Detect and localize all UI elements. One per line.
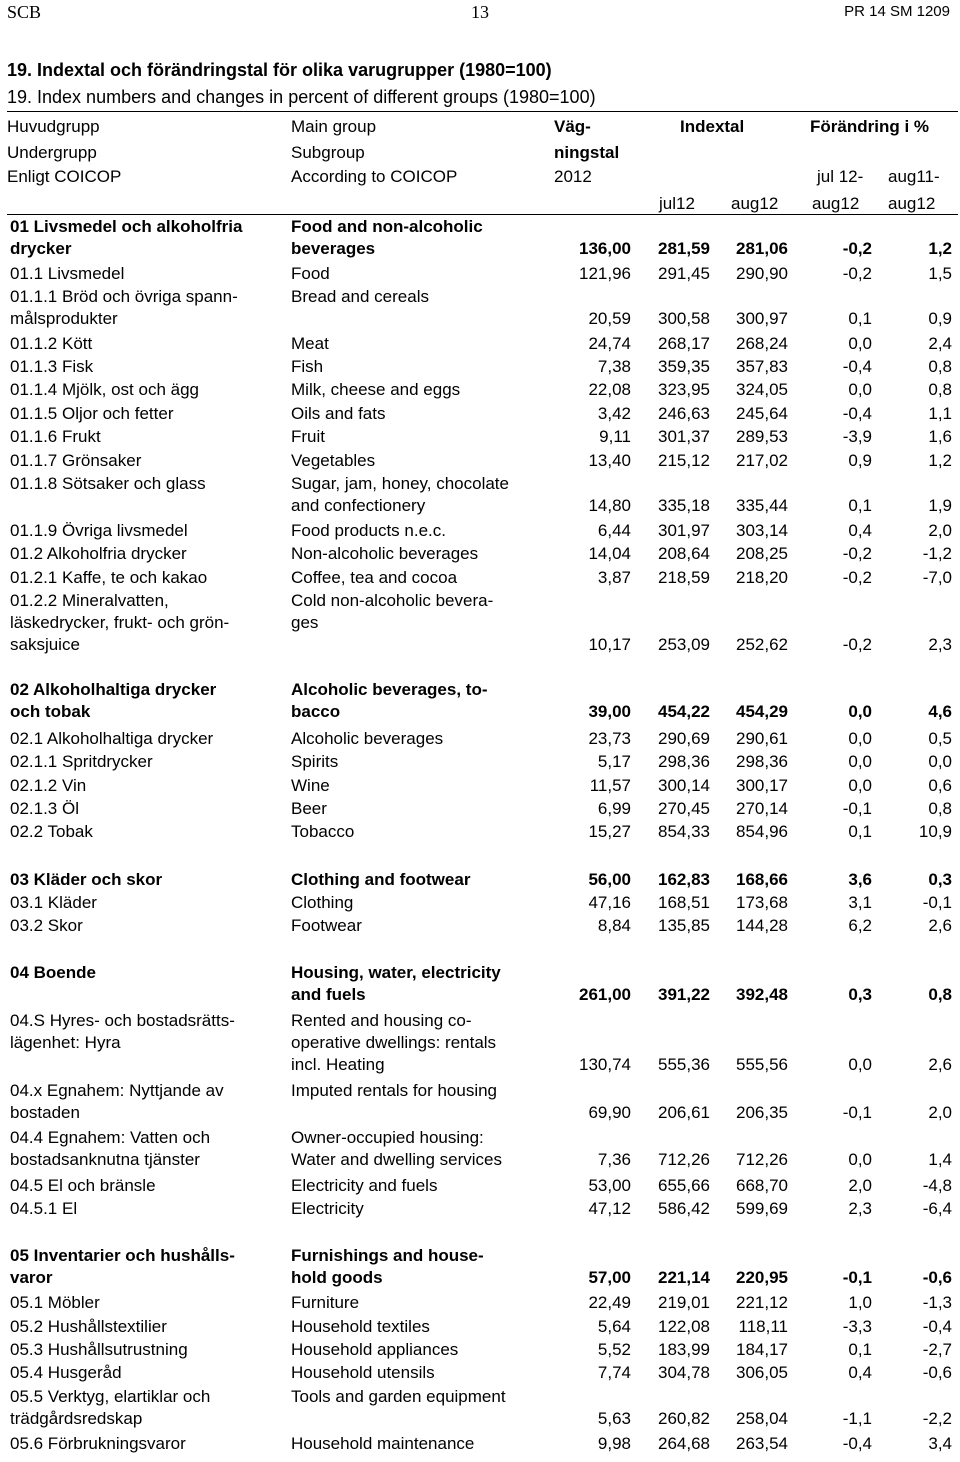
english-label: Spirits (291, 752, 339, 771)
change-yoy-value: 1,9 (928, 496, 952, 515)
change-jul-aug-value: -0,4 (842, 1434, 872, 1453)
english-label: Imputed rentals for housing (291, 1081, 498, 1100)
change-jul-aug-value: -0,2 (842, 635, 872, 654)
change-yoy-value: 2,0 (928, 521, 952, 540)
change-jul-aug-value: 0,0 (848, 334, 872, 353)
english-label: beverages (291, 239, 376, 258)
weight-value: 3,87 (597, 568, 631, 587)
index-jul12-value: 253,09 (658, 635, 710, 654)
index-aug12-value: 245,64 (736, 404, 788, 423)
index-jul12-value: 454,22 (658, 702, 710, 721)
change-jul-aug-value: 0,1 (848, 309, 872, 328)
swedish-label: 02.2 Tobak (10, 822, 93, 841)
table-title-swedish: 19. Indextal och förändringstal för olika varugrupper (1980=100) (7, 60, 552, 80)
english-label: Footwear (291, 916, 362, 935)
index-aug12-value: 268,24 (736, 334, 788, 353)
english-label: Household utensils (291, 1363, 435, 1382)
change-yoy-value: 2,3 (928, 635, 952, 654)
change-yoy-value: 1,2 (928, 451, 952, 470)
english-label: hold goods (291, 1268, 383, 1287)
col-header-ningstal: ningstal (554, 143, 620, 162)
weight-value: 22,49 (588, 1293, 631, 1312)
swedish-label: 01.1.2 Kött (10, 334, 93, 353)
index-jul12-value: 219,01 (658, 1293, 710, 1312)
swedish-label: 05.6 Förbrukningsvaror (10, 1434, 186, 1453)
weight-value: 121,96 (579, 264, 631, 283)
change-yoy-value: 4,6 (928, 702, 952, 721)
swedish-label: 01.1.3 Fisk (10, 357, 94, 376)
col-header-main-group: Main group (291, 117, 377, 136)
index-jul12-value: 215,12 (658, 451, 710, 470)
change-yoy-value: -2,7 (922, 1340, 952, 1359)
index-jul12-value: 260,82 (658, 1409, 710, 1428)
index-jul12-value: 555,36 (658, 1055, 710, 1074)
change-jul-aug-value: -0,2 (842, 264, 872, 283)
change-jul-aug-value: 0,4 (848, 521, 872, 540)
english-label: Non-alcoholic beverages (291, 544, 479, 563)
change-jul-aug-value: 0,0 (848, 1150, 872, 1169)
index-aug12-value: 357,83 (736, 357, 788, 376)
index-aug12-value: 300,17 (736, 776, 788, 795)
index-jul12-value: 301,97 (658, 521, 710, 540)
change-jul-aug-value: 3,1 (848, 893, 872, 912)
weight-value: 7,74 (597, 1363, 631, 1382)
index-jul12-value: 304,78 (658, 1363, 710, 1382)
swedish-label: lägenhet: Hyra (10, 1033, 121, 1052)
change-jul-aug-value: 0,0 (848, 380, 872, 399)
change-yoy-value: 1,1 (928, 404, 952, 423)
index-aug12-value: 454,29 (736, 702, 788, 721)
swedish-label: 05 Inventarier och hushålls- (10, 1246, 235, 1265)
english-label: Clothing and footwear (291, 870, 471, 889)
english-label: Meat (291, 334, 329, 353)
index-jul12-value: 270,45 (658, 799, 710, 818)
col-header-jul12-aug12-bottom: aug12 (812, 194, 860, 213)
index-jul12-value: 264,68 (658, 1434, 710, 1453)
swedish-label: 02.1.2 Vin (10, 776, 87, 795)
index-aug12-value: 263,54 (736, 1434, 788, 1453)
weight-value: 136,00 (579, 239, 631, 258)
swedish-label: 01.1.6 Frukt (10, 427, 101, 446)
swedish-label: bostaden (10, 1103, 80, 1122)
change-yoy-value: -0,1 (922, 893, 952, 912)
weight-value: 56,00 (588, 870, 631, 889)
english-label: Housing, water, electricity (291, 963, 501, 982)
english-label: Household textiles (291, 1317, 430, 1336)
index-aug12-value: 300,97 (736, 309, 788, 328)
english-label: Oils and fats (291, 404, 386, 423)
change-yoy-value: 0,8 (928, 799, 952, 818)
change-jul-aug-value: 0,1 (848, 496, 872, 515)
index-jul12-value: 135,85 (658, 916, 710, 935)
index-aug12-value: 599,69 (736, 1199, 788, 1218)
index-jul12-value: 655,66 (658, 1176, 710, 1195)
english-label: Household appliances (291, 1340, 459, 1359)
change-jul-aug-value: -0,2 (842, 568, 872, 587)
change-yoy-value: -4,8 (922, 1176, 952, 1195)
english-label: Bread and cereals (291, 287, 429, 306)
index-aug12-value: 221,12 (736, 1293, 788, 1312)
english-label: Cold non-alcoholic bevera- (291, 591, 494, 610)
weight-value: 5,52 (597, 1340, 631, 1359)
index-jul12-value: 206,61 (658, 1103, 710, 1122)
index-jul12-value: 300,58 (658, 309, 710, 328)
english-label: Fish (291, 357, 324, 376)
swedish-label: 01.1.8 Sötsaker och glass (10, 474, 206, 493)
weight-value: 11,57 (589, 776, 631, 795)
weight-value: 8,84 (597, 916, 631, 935)
weight-value: 20,59 (588, 309, 631, 328)
change-jul-aug-value: -0,4 (842, 357, 872, 376)
swedish-label: 02 Alkoholhaltiga drycker (10, 680, 217, 699)
swedish-label: 05.1 Möbler (10, 1293, 100, 1312)
page-header-left: SCB (7, 2, 42, 22)
change-jul-aug-value: 0,3 (848, 985, 872, 1004)
weight-value: 7,36 (597, 1150, 631, 1169)
weight-value: 39,00 (588, 702, 631, 721)
index-aug12-value: 252,62 (736, 635, 788, 654)
change-yoy-value: -6,4 (922, 1199, 952, 1218)
index-aug12-value: 281,06 (736, 239, 788, 258)
change-yoy-value: 0,6 (928, 776, 952, 795)
index-jul12-value: 221,14 (658, 1268, 710, 1287)
index-jul12-value: 359,35 (658, 357, 710, 376)
english-label: Beer (291, 799, 327, 818)
english-label: operative dwellings: rentals (291, 1033, 497, 1052)
swedish-label: saksjuice (10, 635, 80, 654)
english-label: Milk, cheese and eggs (291, 380, 461, 399)
index-aug12-value: 258,04 (736, 1409, 788, 1428)
swedish-label: varor (10, 1268, 53, 1287)
weight-value: 5,63 (597, 1409, 631, 1428)
index-aug12-value: 303,14 (736, 521, 788, 540)
change-jul-aug-value: 0,0 (848, 1055, 872, 1074)
index-aug12-value: 298,36 (736, 752, 788, 771)
col-header-vag: Väg- (554, 117, 591, 136)
index-aug12-value: 392,48 (736, 985, 788, 1004)
weight-value: 6,44 (597, 521, 631, 540)
change-yoy-value: 0,8 (928, 985, 952, 1004)
col-header-year: 2012 (554, 167, 592, 186)
english-label: Furniture (291, 1293, 360, 1312)
change-jul-aug-value: -0,1 (842, 1268, 872, 1287)
weight-value: 9,98 (597, 1434, 631, 1453)
col-header-subgroup: Subgroup (291, 143, 365, 162)
change-jul-aug-value: -0,4 (842, 404, 872, 423)
index-aug12-value: 144,28 (736, 916, 788, 935)
swedish-label: bostadsanknutna tjänster (10, 1150, 200, 1169)
weight-value: 6,99 (597, 799, 631, 818)
change-yoy-value: 2,6 (928, 916, 952, 935)
change-jul-aug-value: 0,4 (848, 1363, 872, 1382)
weight-value: 47,12 (588, 1199, 631, 1218)
col-header-undergrupp: Undergrupp (7, 143, 97, 162)
english-label: Sugar, jam, honey, chocolate (291, 474, 509, 493)
swedish-label: 01.1.7 Grönsaker (10, 451, 142, 470)
weight-value: 57,00 (588, 1268, 631, 1287)
change-yoy-value: 3,4 (928, 1434, 952, 1453)
english-label: Owner-occupied housing: (291, 1128, 484, 1147)
english-label: Rented and housing co- (291, 1011, 472, 1030)
change-jul-aug-value: -0,2 (842, 239, 872, 258)
index-aug12-value: 290,90 (736, 264, 788, 283)
col-header-enligt-coicop: Enligt COICOP (7, 167, 122, 186)
index-jul12-value: 391,22 (658, 985, 710, 1004)
table-title-english: 19. Index numbers and changes in percent of different groups (1980=100) (7, 87, 596, 107)
weight-value: 23,73 (588, 729, 631, 748)
english-label: Vegetables (291, 451, 376, 470)
index-jul12-value: 712,26 (658, 1150, 710, 1169)
change-yoy-value: -0,6 (922, 1363, 952, 1382)
index-jul12-value: 122,08 (658, 1317, 710, 1336)
index-aug12-value: 335,44 (736, 496, 788, 515)
index-jul12-value: 298,36 (658, 752, 710, 771)
index-jul12-value: 300,14 (658, 776, 710, 795)
english-label: Tools and garden equipment (291, 1387, 506, 1406)
swedish-label: 01.1.1 Bröd och övriga spann- (10, 287, 238, 306)
index-jul12-value: 301,37 (658, 427, 710, 446)
swedish-label: 02.1.3 Öl (10, 799, 79, 818)
col-header-jul12-aug12-top: jul 12- (817, 167, 864, 186)
english-label: Electricity and fuels (291, 1176, 438, 1195)
change-jul-aug-value: -0,2 (842, 544, 872, 563)
weight-value: 9,11 (599, 427, 631, 446)
col-header-aug12: aug12 (731, 194, 779, 213)
col-header-indextal: Indextal (680, 117, 745, 136)
swedish-label: 03 Kläder och skor (10, 870, 163, 889)
change-jul-aug-value: 0,0 (848, 776, 872, 795)
index-aug12-value: 173,68 (736, 893, 788, 912)
change-yoy-value: 0,5 (928, 729, 952, 748)
weight-value: 3,42 (597, 404, 631, 423)
index-jul12-value: 162,83 (658, 870, 710, 889)
index-aug12-value: 712,26 (736, 1150, 788, 1169)
weight-value: 15,27 (588, 822, 631, 841)
index-jul12-value: 291,45 (658, 264, 710, 283)
swedish-label: 01.1.9 Övriga livsmedel (10, 521, 188, 540)
english-label: Coffee, tea and cocoa (291, 568, 458, 587)
english-label: Wine (291, 776, 330, 795)
change-jul-aug-value: 0,1 (848, 822, 872, 841)
english-label: and fuels (291, 985, 366, 1004)
english-label: bacco (291, 702, 341, 721)
index-jul12-value: 208,64 (658, 544, 710, 563)
change-yoy-value: 0,3 (928, 870, 952, 889)
index-aug12-value: 555,56 (736, 1055, 788, 1074)
index-jul12-value: 854,33 (658, 822, 710, 841)
index-aug12-value: 668,70 (736, 1176, 788, 1195)
index-jul12-value: 268,17 (658, 334, 710, 353)
change-yoy-value: -7,0 (922, 568, 952, 587)
index-aug12-value: 184,17 (736, 1340, 788, 1359)
index-aug12-value: 218,20 (736, 568, 788, 587)
english-label: Fruit (291, 427, 325, 446)
change-yoy-value: 1,4 (928, 1150, 952, 1169)
index-aug12-value: 289,53 (736, 427, 788, 446)
index-aug12-value: 854,96 (736, 822, 788, 841)
swedish-label: 01 Livsmedel och alkoholfria (10, 217, 243, 236)
english-label: Clothing (291, 893, 354, 912)
change-yoy-value: -1,2 (922, 544, 952, 563)
change-jul-aug-value: 6,2 (848, 916, 872, 935)
page-header-right: PR 14 SM 1209 (844, 3, 950, 20)
change-jul-aug-value: 0,0 (848, 702, 872, 721)
page-number: 13 (471, 2, 489, 22)
change-yoy-value: 10,9 (918, 822, 952, 841)
english-label: Furnishings and house- (291, 1246, 484, 1265)
english-label: Household maintenance (291, 1434, 475, 1453)
swedish-label: läskedrycker, frukt- och grön- (10, 613, 230, 632)
index-aug12-value: 206,35 (736, 1103, 788, 1122)
index-jul12-value: 246,63 (658, 404, 710, 423)
swedish-label: 01.1 Livsmedel (10, 264, 125, 283)
index-jul12-value: 183,99 (658, 1340, 710, 1359)
swedish-label: 01.2 Alkoholfria drycker (10, 544, 187, 563)
weight-value: 10,17 (588, 635, 631, 654)
table-header-rule (7, 214, 958, 215)
index-jul12-value: 586,42 (658, 1199, 710, 1218)
swedish-label: 05.4 Husgeråd (10, 1363, 122, 1382)
weight-value: 24,74 (588, 334, 631, 353)
english-label: incl. Heating (291, 1055, 385, 1074)
swedish-label: 04.x Egnahem: Nyttjande av (10, 1081, 224, 1100)
index-jul12-value: 218,59 (658, 568, 710, 587)
index-aug12-value: 208,25 (736, 544, 788, 563)
col-header-according-to-coicop: According to COICOP (291, 167, 458, 186)
change-yoy-value: 0,0 (928, 752, 952, 771)
change-jul-aug-value: 2,3 (848, 1199, 872, 1218)
change-yoy-value: 2,0 (928, 1103, 952, 1122)
change-yoy-value: -2,2 (922, 1409, 952, 1428)
change-jul-aug-value: -0,1 (842, 799, 872, 818)
change-jul-aug-value: 2,0 (848, 1176, 872, 1195)
swedish-label: 01.2.2 Mineralvatten, (10, 591, 169, 610)
swedish-label: 05.2 Hushållstextilier (10, 1317, 167, 1336)
change-yoy-value: -0,6 (922, 1268, 952, 1287)
swedish-label: 04.5.1 El (10, 1199, 78, 1218)
english-label: Food and non-alcoholic (291, 217, 483, 236)
change-yoy-value: 2,4 (928, 334, 952, 353)
english-label: Water and dwelling services (291, 1150, 503, 1169)
col-header-forandring: Förändring i % (810, 117, 929, 136)
english-label: Alcoholic beverages (291, 729, 444, 748)
weight-value: 5,17 (597, 752, 631, 771)
swedish-label: trädgårdsredskap (10, 1409, 143, 1428)
index-jul12-value: 168,51 (658, 893, 710, 912)
english-label: Tobacco (291, 822, 355, 841)
swedish-label: målsprodukter (10, 309, 118, 328)
weight-value: 69,90 (588, 1103, 631, 1122)
index-jul12-value: 323,95 (658, 380, 710, 399)
english-label: and confectionery (291, 496, 426, 515)
english-label: Alcoholic beverages, to- (291, 680, 488, 699)
col-header-aug11-aug12-top: aug11- (888, 167, 940, 186)
index-aug12-value: 168,66 (736, 870, 788, 889)
index-aug12-value: 306,05 (736, 1363, 788, 1382)
weight-value: 14,80 (588, 496, 631, 515)
change-jul-aug-value: -3,3 (842, 1317, 872, 1336)
weight-value: 14,04 (588, 544, 631, 563)
swedish-label: 04.S Hyres- och bostadsrätts- (10, 1011, 235, 1030)
index-aug12-value: 290,61 (736, 729, 788, 748)
change-jul-aug-value: -3,9 (842, 427, 872, 446)
change-jul-aug-value: 3,6 (848, 870, 872, 889)
english-label: Electricity (291, 1199, 364, 1218)
swedish-label: 05.3 Hushållsutrustning (10, 1340, 188, 1359)
change-yoy-value: -1,3 (922, 1293, 952, 1312)
english-label: Food (291, 264, 330, 283)
swedish-label: 01.2.1 Kaffe, te och kakao (10, 568, 208, 587)
change-jul-aug-value: 0,0 (848, 729, 872, 748)
change-jul-aug-value: -1,1 (842, 1409, 872, 1428)
swedish-label: 05.5 Verktyg, elartiklar och (10, 1387, 211, 1406)
change-yoy-value: -0,4 (922, 1317, 952, 1336)
swedish-label: 04.4 Egnahem: Vatten och (10, 1128, 211, 1147)
table-top-rule (7, 111, 958, 112)
change-jul-aug-value: 0,1 (848, 1340, 872, 1359)
weight-value: 22,08 (588, 380, 631, 399)
english-label: ges (291, 613, 319, 632)
swedish-label: 02.1.1 Spritdrycker (10, 752, 153, 771)
change-jul-aug-value: 1,0 (848, 1293, 872, 1312)
weight-value: 47,16 (588, 893, 631, 912)
index-aug12-value: 270,14 (736, 799, 788, 818)
swedish-label: 01.1.5 Oljor och fetter (10, 404, 174, 423)
index-aug12-value: 324,05 (736, 380, 788, 399)
index-jul12-value: 335,18 (658, 496, 710, 515)
swedish-label: 04 Boende (10, 963, 96, 982)
swedish-label: drycker (10, 239, 72, 258)
change-jul-aug-value: -0,1 (842, 1103, 872, 1122)
weight-value: 261,00 (579, 985, 631, 1004)
col-header-huvudgrupp: Huvudgrupp (7, 117, 100, 136)
change-yoy-value: 1,2 (928, 239, 952, 258)
swedish-label: 01.1.4 Mjölk, ost och ägg (10, 380, 200, 399)
swedish-label: 03.2 Skor (10, 916, 83, 935)
index-jul12-value: 290,69 (658, 729, 710, 748)
swedish-label: 02.1 Alkoholhaltiga drycker (10, 729, 214, 748)
weight-value: 13,40 (588, 451, 631, 470)
index-jul12-value: 281,59 (658, 239, 710, 258)
swedish-label: och tobak (10, 702, 91, 721)
change-jul-aug-value: 0,0 (848, 752, 872, 771)
col-header-aug11-aug12-bottom: aug12 (888, 194, 936, 213)
index-aug12-value: 118,11 (738, 1317, 788, 1336)
change-yoy-value: 0,8 (928, 357, 952, 376)
english-label: Food products n.e.c. (291, 521, 446, 540)
change-yoy-value: 1,5 (928, 264, 952, 283)
weight-value: 130,74 (579, 1055, 631, 1074)
change-yoy-value: 0,9 (928, 309, 952, 328)
weight-value: 5,64 (597, 1317, 631, 1336)
col-header-jul12: jul12 (659, 194, 695, 213)
weight-value: 53,00 (588, 1176, 631, 1195)
index-aug12-value: 220,95 (736, 1268, 788, 1287)
index-aug12-value: 217,02 (736, 451, 788, 470)
swedish-label: 04.5 El och bränsle (10, 1176, 156, 1195)
change-yoy-value: 0,8 (928, 380, 952, 399)
change-jul-aug-value: 0,9 (848, 451, 872, 470)
change-yoy-value: 1,6 (928, 427, 952, 446)
change-yoy-value: 2,6 (928, 1055, 952, 1074)
swedish-label: 03.1 Kläder (10, 893, 97, 912)
weight-value: 7,38 (597, 357, 631, 376)
